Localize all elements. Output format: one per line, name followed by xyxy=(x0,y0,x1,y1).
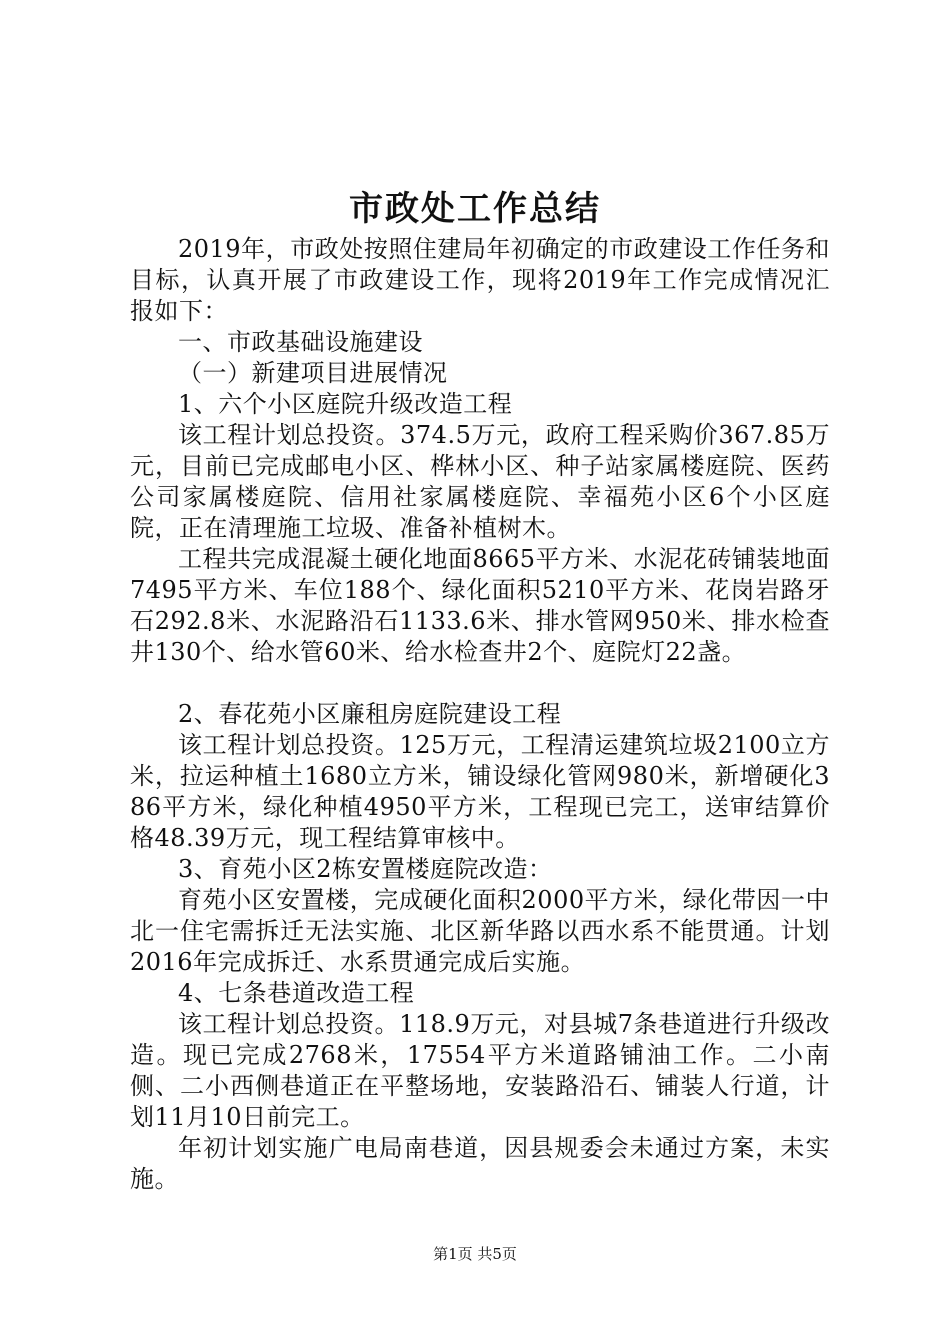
item-heading-1: 1、六个小区庭院升级改造工程 xyxy=(178,390,513,418)
document-body xyxy=(130,234,830,1195)
paragraph-gap xyxy=(130,668,830,699)
document-title: 市政处工作总结 xyxy=(349,189,601,229)
paragraph-item-4-note: 年初计划实施广电局南巷道，因县规委会未通过方案，未实施。 xyxy=(130,1134,830,1193)
paragraph-item-4: 该工程计划总投资。118.9万元，对县城7条巷道进行升级改造。现已完成2768米，17554平方米道路铺油工作。二小南侧、二小西侧巷道正在平整场地，安装路沿石、铺装人行道，计划11月10日前完工。 xyxy=(130,1010,830,1131)
section-heading: 一、市政基础设施建设 xyxy=(178,328,423,356)
paragraph-intro: 2019年，市政处按照住建局年初确定的市政建设工作任务和目标，认真开展了市政建设工作，现将2019年工作完成情况汇报如下： xyxy=(130,235,830,325)
paragraph-item-1-quantities: 工程共完成混凝土硬化地面8665平方米、水泥花砖铺装地面7495平方米、车位188个、绿化面积5210平方米、花岗岩路牙石292.8米、水泥路沿石1133.6米、排水管网950米、排水检查井130个、给水管60米、给水检查井2个、庭院灯22盏。 xyxy=(130,545,830,666)
paragraph-item-2: 该工程计划总投资。125万元，工程清运建筑垃圾2100立方米，拉运种植土1680立方米，铺设绿化管网980米，新增硬化386平方米，绿化种植4950平方米，工程现已完工，送审结算价格48.39万元，现工程结算审核中。 xyxy=(130,731,830,852)
subsection-heading: （一）新建项目进展情况 xyxy=(178,359,448,387)
item-heading-3: 3、育苑小区2栋安置楼庭院改造： xyxy=(178,855,553,883)
paragraph-item-3: 育苑小区安置楼，完成硬化面积2000平方米，绿化带因一中北一住宅需拆迁无法实施、北区新华路以西水系不能贯通。计划2016年完成拆迁、水系贯通完成后实施。 xyxy=(130,886,830,976)
item-heading-4: 4、七条巷道改造工程 xyxy=(178,979,415,1007)
page-footer: 第1页 共5页 xyxy=(433,1245,517,1263)
paragraph-item-1-investment: 该工程计划总投资。374.5万元，政府工程采购价367.85万元，目前已完成邮电小区、桦林小区、种子站家属楼庭院、医药公司家属楼庭院、信用社家属楼庭院、幸福苑小区6个小区庭院，正在清理施工垃圾、准备补植树木。 xyxy=(130,421,830,542)
item-heading-2: 2、春花苑小区廉租房庭院建设工程 xyxy=(178,700,562,728)
